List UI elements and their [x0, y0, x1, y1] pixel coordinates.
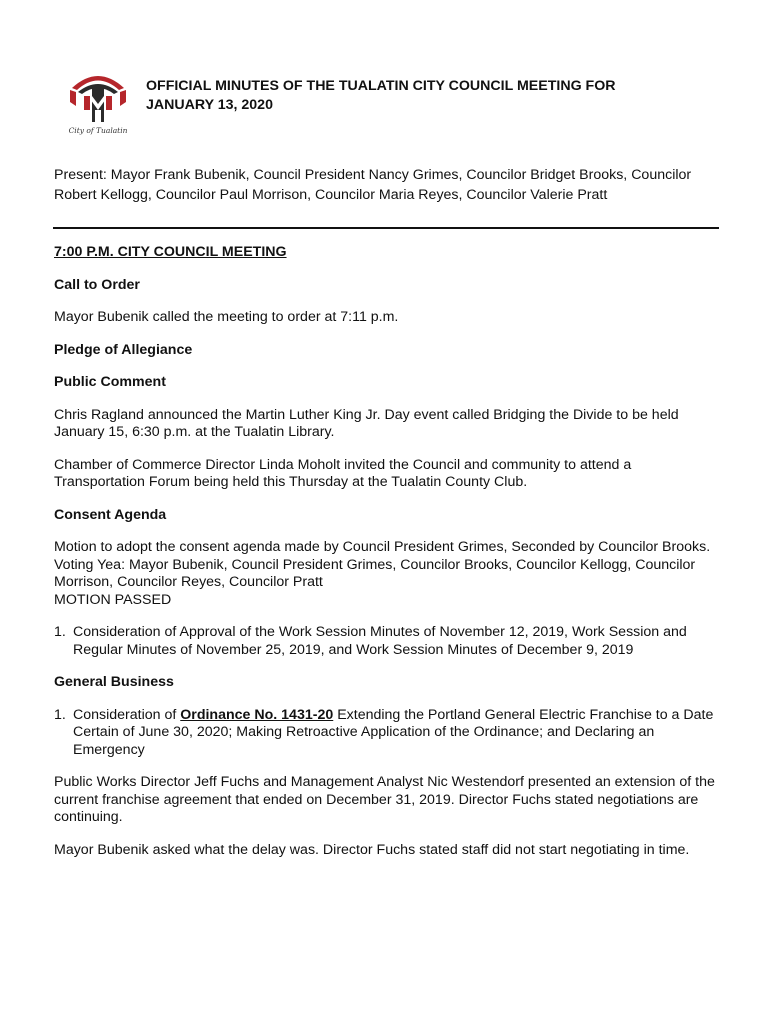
title-line-1: OFFICIAL MINUTES OF THE TUALATIN CITY COUNCIL MEETING FOR — [146, 78, 616, 94]
consent-result: MOTION PASSED — [54, 591, 172, 608]
consent-items — [54, 624, 724, 659]
call-to-order-heading: Call to Order — [54, 276, 140, 293]
item-number: 1. — [54, 706, 66, 723]
ordinance-link[interactable]: Ordinance No. 1431-20 — [180, 706, 334, 723]
general-business-items — [54, 707, 724, 760]
list-item — [54, 624, 724, 659]
public-comment-paragraph-2: Chamber of Commerce Director Linda Moholt invited the Council and community to attend a Transportation Forum being held this Thursday at the Tualatin County Club. — [54, 456, 632, 490]
public-comment-heading: Public Comment — [54, 374, 166, 390]
item-suffix: Extending the Portland General Electric Franchise to a Date Certain of June 30, 2020; Making Retroactive Application of the Ordinance; and Declaring an Emergency — [73, 706, 714, 758]
attendance-list: Present: Mayor Frank Bubenik, Council President Nancy Grimes, Councilor Bridget Brooks, Councilor Robert Kellogg, Councilor Paul Morrison, Councilor Maria Reyes, Councilor Valerie Pratt — [54, 167, 692, 203]
city-logo — [66, 66, 130, 138]
tualatin-tower-icon — [66, 66, 130, 126]
list-item — [54, 707, 724, 760]
title-line-2: JANUARY 13, 2020 — [146, 97, 273, 113]
pledge-heading: Pledge of Allegiance — [54, 341, 193, 358]
general-business-paragraph-2: Mayor Bubenik asked what the delay was. Director Fuchs stated staff did not start negotiating in time. — [54, 841, 690, 858]
meeting-heading: 7:00 P.M. CITY COUNCIL MEETING — [54, 244, 287, 260]
item-text: Consideration of Approval of the Work Session Minutes of November 12, 2019, Work Session and Regular Minutes of November 25, 2019, and Work Session Minutes of December 9, 2019 — [73, 624, 687, 658]
consent-motion: Motion to adopt the consent agenda made by Council President Grimes, Seconded by Councilor Brooks. — [54, 539, 711, 555]
header-divider — [53, 227, 719, 229]
minutes-body — [54, 244, 724, 859]
general-business-heading: General Business — [54, 674, 174, 690]
consent-vote: Voting Yea: Mayor Bubenik, Council President Grimes, Councilor Brooks, Councilor Kellogg, Councilor Morrison, Councilor Reyes, Councilor Pratt — [54, 556, 696, 590]
page-title — [146, 77, 706, 115]
general-business-paragraph-1: Public Works Director Jeff Fuchs and Management Analyst Nic Westendorf presented an extension of the current franchise agreement that ended on December 31, 2019. Director Fuchs stated negotiations are continuing. — [54, 774, 715, 825]
consent-agenda-heading: Consent Agenda — [54, 506, 167, 523]
call-to-order-text: Mayor Bubenik called the meeting to order at 7:11 p.m. — [54, 309, 399, 325]
logo-wordmark: City of Tualatin — [68, 126, 128, 135]
public-comment-paragraph-1: Chris Ragland announced the Martin Luther King Jr. Day event called Bridging the Divide to be held January 15, 6:30 p.m. at the Tualatin Library. — [54, 406, 679, 440]
item-number: 1. — [54, 624, 66, 640]
item-prefix: Consideration of — [73, 706, 181, 723]
